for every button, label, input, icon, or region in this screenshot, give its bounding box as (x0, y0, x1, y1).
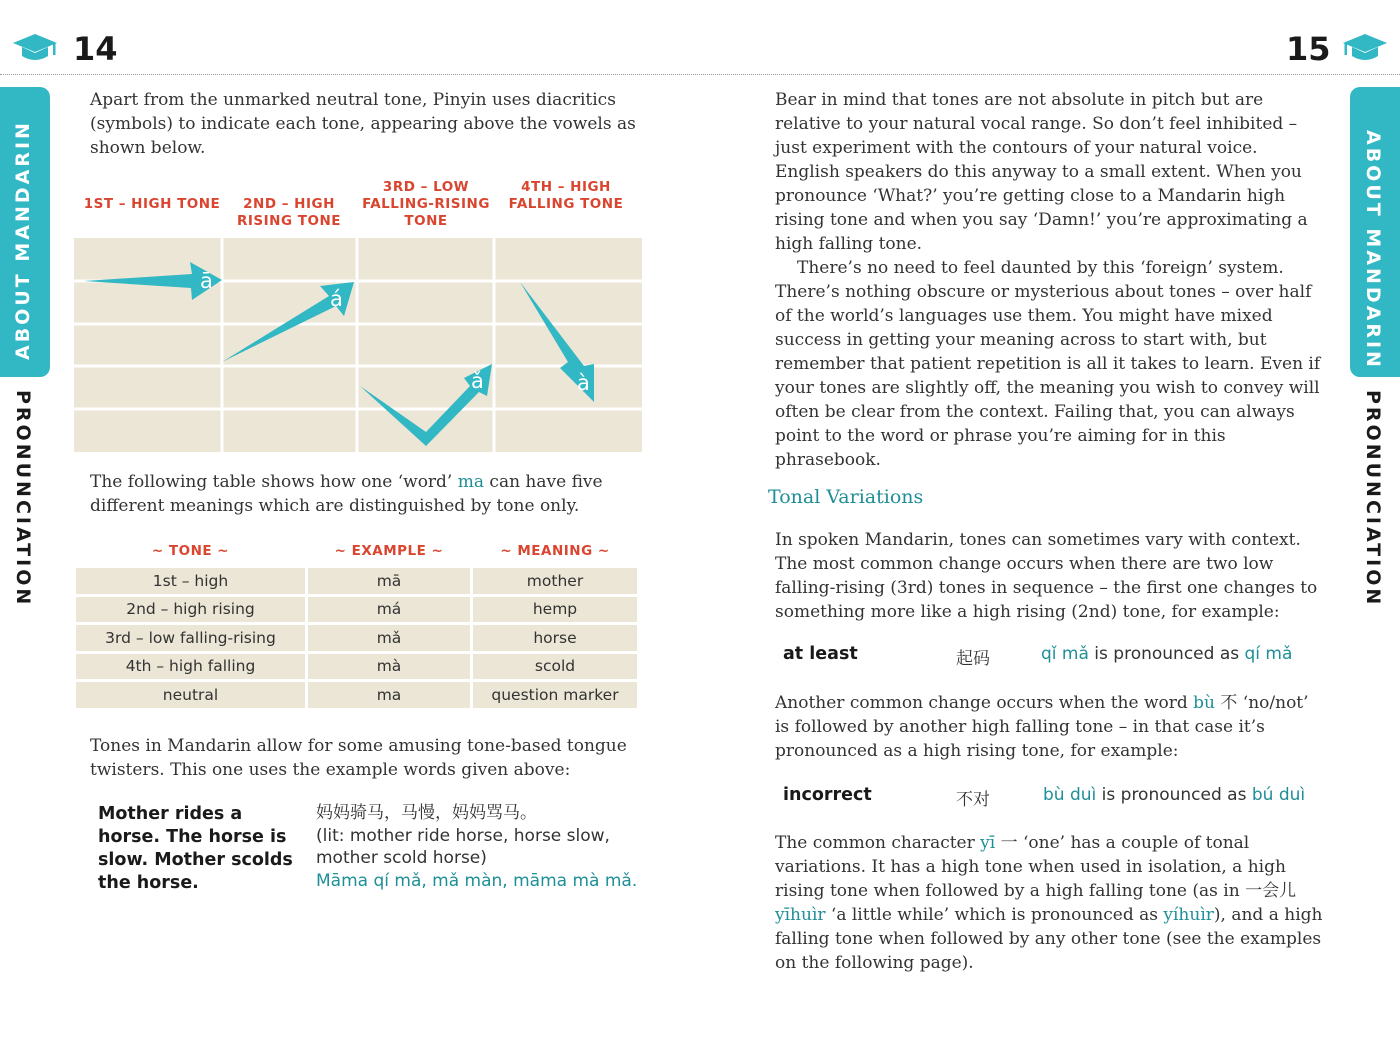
graduation-cap-icon (12, 32, 58, 64)
col-header-tone: ~ TONE ~ (151, 543, 230, 559)
twister-literal: (lit: mother ride horse, horse slow, mother scold horse) (316, 825, 610, 868)
intro-paragraph: Apart from the unmarked neutral tone, Pinyin uses diacritics (symbols) to indicate each tone, appearing above the vowels as shown below. (90, 90, 636, 158)
tone-table (73, 534, 640, 711)
section-tab-label-right: ABOUT MANDARIN (1362, 130, 1384, 370)
right-paragraph-1: Bear in mind that tones are not absolute in pitch but are relative to your natural vocal range. So don’t feel inhibited – just experiment with the contours of your natural voice. English speakers do this anyway to a small extent. When you pronounce ‘What?’ you’re getting close to a Mandarin high rising tone and when you say ‘Damn!’ you’re approximating a high falling tone. (775, 90, 1308, 254)
subsection-tab-label: PRONUNCIATION (12, 390, 34, 608)
col-header-meaning: ~ MEANING ~ (500, 543, 610, 559)
right-paragraph-5: The common character yī 一 ‘one’ has a couple of tonal variations. It has a high tone when used in isolation, a high rising tone when followed by a high falling tone (as in 一会儿 yīhuìr ‘a little while’ which is pronounced as yíhuìr), and a high falling tone when followed by any other tone (see the examples on the following page). (775, 833, 1323, 973)
table-intro: The following table shows how one ‘word’ ma can have five different meanings which are distinguished by tone only. (90, 472, 603, 516)
tone-header-3: 3RD – LOW FALLING-RISING TONE (362, 179, 490, 229)
tone-2-mark: á (330, 287, 343, 311)
section-tab-label: ABOUT MANDARIN (12, 120, 34, 360)
table-row: 1st – high mā mother (76, 568, 637, 594)
example-2-chinese: 不对 (956, 790, 990, 810)
example-1-pinyin: qǐ mǎ is pronounced as qí mǎ (1041, 644, 1293, 664)
example-1-english: at least (783, 644, 858, 664)
left-page-number: 14 (73, 30, 118, 68)
table-row: 3rd – low falling-rising mǎ horse (76, 625, 637, 651)
section-title: Tonal Variations (768, 486, 924, 508)
twister-chinese: 妈妈骑马，马慢，妈妈骂马。 (316, 803, 537, 823)
tone-4-mark: à (577, 371, 590, 395)
table-row: 4th – high falling mà scold (76, 654, 637, 680)
tone-contour-chart (74, 238, 642, 452)
example-2-pinyin: bù duì is pronounced as bú duì (1043, 785, 1306, 805)
twister-intro: Tones in Mandarin allow for some amusing tone-based tongue twisters. This one uses the example words given above: (90, 736, 627, 780)
right-page-number: 15 (1286, 30, 1331, 68)
example-2-english: incorrect (783, 785, 872, 805)
header-divider (0, 74, 1400, 75)
col-header-example: ~ EXAMPLE ~ (334, 543, 444, 559)
tone-header-4: 4TH – HIGH FALLING TONE (508, 179, 624, 212)
right-paragraph-3: In spoken Mandarin, tones can sometimes vary with context. The most common change occurs when there are two low falling-rising (3rd) tones in sequence – the first one changes to something more like a high rising (2nd) tone, for example: (775, 530, 1318, 622)
tone-1-mark: ā (200, 269, 213, 293)
twister-block (316, 802, 646, 892)
right-paragraph-2: There’s no need to feel daunted by this ‘foreign’ system. There’s nothing obscure or mysterious about tones – over half of the world’s languages use them. You might have mixed success in getting your meaning across to start with, but remember that patient repetition is all it takes to learn. Even if your tones are slightly off, the meaning you wish to convey will often be clear from the context. Failing that, you can always point to the word or phrase you’re aiming for in this phrasebook. (775, 258, 1321, 470)
tone-header-1: 1ST – HIGH TONE (83, 196, 221, 212)
tone-header-2: 2ND – HIGH RISING TONE (237, 196, 341, 229)
example-1-chinese: 起码 (956, 649, 990, 669)
table-row: neutral ma question marker (76, 682, 637, 708)
table-row: 2nd – high rising má hemp (76, 597, 637, 623)
twister-pinyin: Māma qí mǎ, mǎ màn, māma mà mǎ. (316, 870, 638, 891)
right-paragraph-4: Another common change occurs when the word bù 不 ‘no/not’ is followed by another high falling tone – in that case it’s pronounced as a high rising tone, for example: (775, 693, 1309, 761)
subsection-tab-label-right: PRONUNCIATION (1362, 390, 1384, 608)
twister-english: Mother rides a horse. The horse is slow. Mother scolds the horse. (98, 804, 293, 893)
graduation-cap-icon (1342, 32, 1388, 64)
tone-3-mark: ǎ (471, 369, 484, 393)
